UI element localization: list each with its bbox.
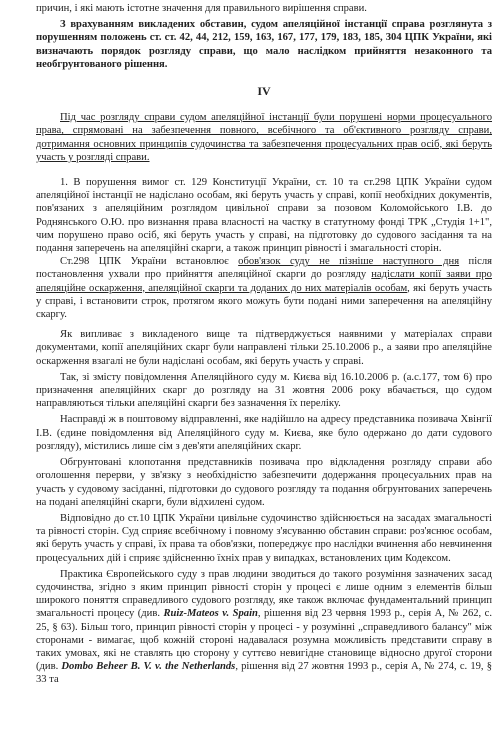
paragraph-conclusion: З врахуванням викладених обставин, судом апеляційної інстанції справа розглянута з порушенням положень ст. ст. 42, 44, 212, 159, 163, 167, 177, 179, 183, 185, 304 ЦПК України, які визначають порядок розгляду справи, що мало наслідком прийняття незаконного та необгрунтованого рішення. <box>36 19 492 70</box>
section-heading: IV <box>257 84 271 99</box>
echr-case-ruiz-mateos: Ruiz-Mateos v. Spain <box>163 608 258 620</box>
echr-text-1: Практика Європейського суду з прав людини зводиться до такого розуміння зазначених засад судочинства, згідно з яким принцип рівності сторін у процесі є лише одним з елементів більш широкого поняття справедливого судового розгляду, яке також включає фундаментальний принцип змагальності процесу (див. <box>36 568 492 620</box>
paragraph-continuation: причин, і які мають істотне значення для правильного вирішення справи. <box>36 3 367 14</box>
article-298-text-1: Ст.298 ЦПК України встановлює <box>60 256 239 268</box>
echr-case-dombo-beheer: Dombo Beheer B. V. v. the Netherlands <box>61 661 236 673</box>
article-298-text-3: , які беруть участь у справі, і встановити строк, протягом якого можуть бути подані ними заперечення на апеляційну скаргу. <box>36 282 492 321</box>
article-298-underlined-2: надіслати копії заяви про апеляційне оскарження, апеляційної скарги та доданих до них матеріалів особам <box>36 269 492 294</box>
article-298-text-2: після постановлення ухвали про прийняття апеляційної скарги до розгляду <box>36 256 493 281</box>
article-298-underlined-1: обов'язок суду не пізніше наступного дня <box>238 256 460 268</box>
paragraph-point-1: 1. В порушення вимог ст. 129 Конституції України, ст. 10 та ст.298 ЦПК України судом апеляційної інстанції не надіслано особам, які беруть участь у справі, копії необхідних документів, пов'язаних з апеляційним розглядом цивільної справи за позовом Коломойського І.В. до Роднянського О.Ю. про визнання права власності на частку в статутному фонді ТРК „Студія 1+1", чим порушено право осіб, які беруть участь у справі, на підготовку до судового засідання та на подання заперечень на апеляційні скарги, а також принцип рівності і змагальності сторін. <box>36 177 492 255</box>
paragraph-consequence: Як випливає з викладеного вище та підтверджується наявними у матеріалах справи документами, копії апеляційних скарг були направлені тільки 25.10.2006 р., а заяви про апеляційне оскарження взагалі не були надіслані особам, які беруть участь у справі. <box>36 329 492 367</box>
echr-text-3: , рішення від 27 жовтня 1993 р., серія А, № 274, с. 19, § 33 та <box>36 661 493 686</box>
paragraph-notification: Так, зі змісту повідомлення Апеляційного суду м. Києва від 16.10.2006 р. (а.с.177, том 6) про призначення апеляційних скарг до розгляду на 31 жовтня 2006 року вбачається, що судом направляються тільки апеляційні скарги без зазначення їх переліку. <box>36 371 492 410</box>
paragraph-article-10: Відповідно до ст.10 ЦПК України цивільне судочинство здійснюється на засадах змагальності та рівності сторін. Суд сприяє всебічному і повному з'ясуванню обставин справи: роз'яснює особам, які беруть участь у справі, їх права та обов'язки, попереджує про наслідки вчинення або невчинення процесуальних дій і сприяє здійсненню їхніх прав у випадках, встановлених цим Кодексом. <box>36 512 492 564</box>
paragraph-section-summary: Під час розгляду справи судом апеляційної інстанції були порушені норми процесуального права, спрямовані на забезпечення повного, всебічного та об'єктивного розгляду справи, дотримання основних принципів судочинства та забезпечення процесуальних прав осіб, які беруть участь у розгляді справи. <box>36 112 492 163</box>
paragraph-motions: Обгрунтовані клопотання представників позивача про відкладення розгляду справи або оголошення перерви, у зв'язку з необхідністю забезпечити додержання процесуальних прав на участь у судовому засіданні, підготовки до судового розгляду та подання обгрунтованих заперечень на подані апеляційні скарги, були відхилені судом. <box>36 457 492 508</box>
paragraph-mailing: Насправді ж в поштовому відправленні, яке надійшло на адресу представника позивача Хвінгії І.В. (єдине повідомлення від Апеляційного суду м. Києва, яке було одержано до дати судового розгляду), містились лише сім з дев'яти апеляційних скарг. <box>36 414 492 452</box>
paragraph-echr-practice <box>36 568 492 687</box>
echr-text-2: , рішення від 23 червня 1993 р., серія А, № 262, с. 25, § 63). Більш того, принцип рівності сторін у процесі - у розумінні „справедливого балансу" між сторонами - вимагає, щоб кожній стороні надавалася розумна можливість представити справу в таких умовах, які не ставлять цю сторону у суттєво невигідне становище відносно другої сторони (див. <box>36 608 492 673</box>
paragraph-article-298 <box>36 255 492 321</box>
